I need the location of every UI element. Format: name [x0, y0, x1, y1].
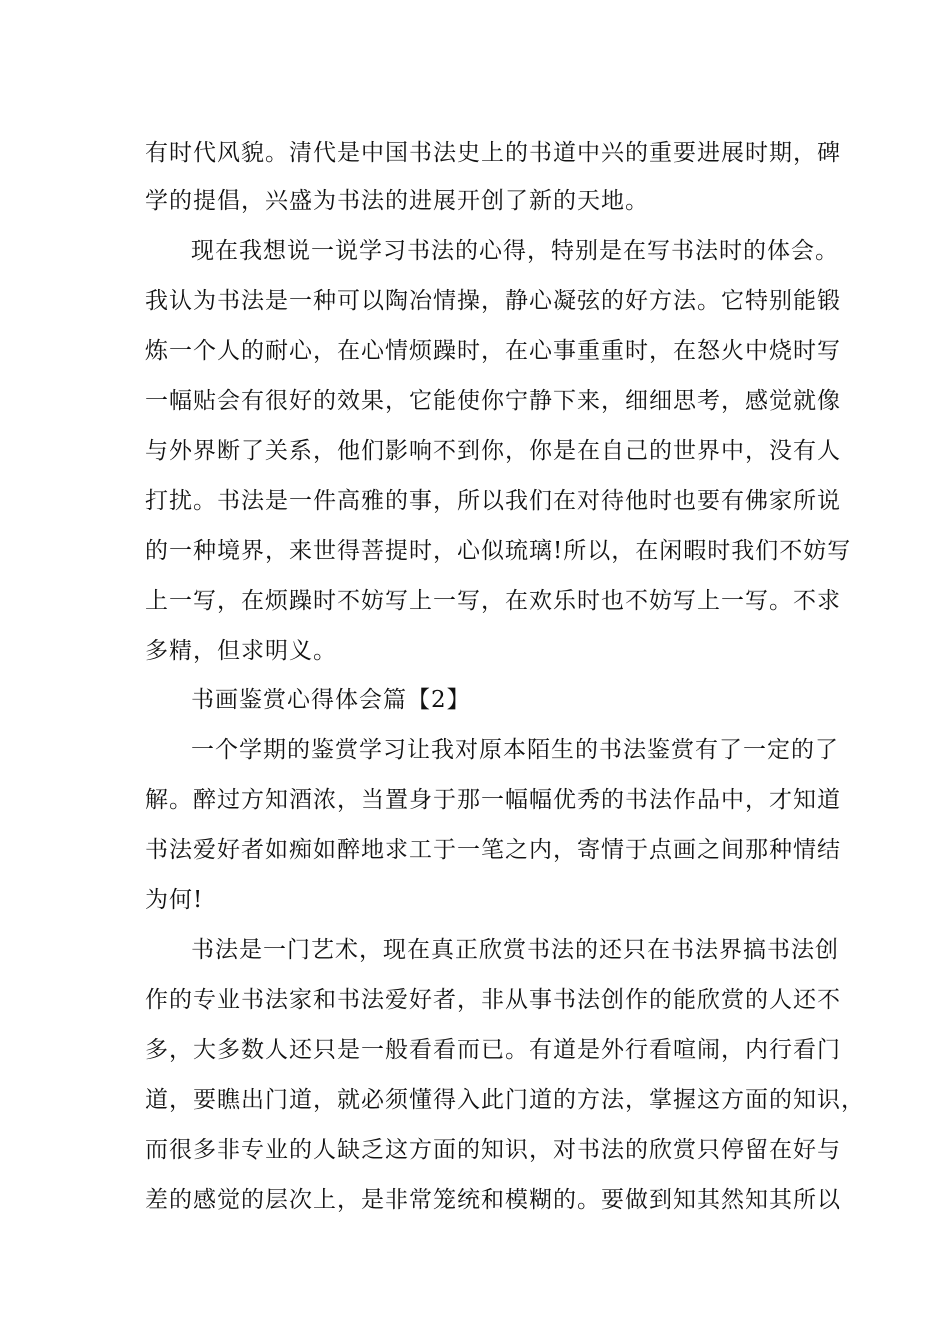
text-line-22: 差的感觉的层次上，是非常笼统和模糊的。要做到知其然知其所以: [145, 1187, 841, 1213]
text-line-9: 的一种境界，来世得菩提时，心似琉璃!所以，在闲暇时我们不妨写: [145, 538, 852, 564]
paragraph-start-1: 现在我想说一说学习书法的心得，特别是在写书法时的体会。: [191, 238, 839, 264]
text-line-14: 解。醉过方知酒浓，当置身于那一幅幅优秀的书法作品中，才知道: [145, 787, 841, 813]
paragraph-start-2: 一个学期的鉴赏学习让我对原本陌生的书法鉴赏有了一定的了: [191, 737, 839, 763]
text-line-4: 我认为书法是一种可以陶冶情操，静心凝弦的好方法。它特别能锻: [145, 288, 841, 314]
text-line-11: 多精，但求明义。: [145, 638, 337, 664]
text-line-6: 一幅贴会有很好的效果，它能使你宁静下来，细细思考，感觉就像: [145, 388, 841, 414]
text-line-8: 打扰。书法是一件高雅的事，所以我们在对待他时也要有佛家所说: [145, 488, 841, 514]
text-line-10: 上一写，在烦躁时不妨写上一写，在欢乐时也不妨写上一写。不求: [145, 588, 841, 614]
text-line-2: 学的提倡，兴盛为书法的进展开创了新的天地。: [145, 188, 649, 214]
text-line-21: 而很多非专业的人缺乏这方面的知识，对书法的欣赏只停留在好与: [145, 1137, 841, 1163]
text-line-5: 炼一个人的耐心，在心情烦躁时，在心事重重时，在怒火中烧时写: [145, 338, 841, 364]
text-line-20: 道，要瞧出门道，就必须懂得入此门道的方法，掌握这方面的知识，: [145, 1087, 865, 1113]
text-line-15: 书法爱好者如痴如醉地求工于一笔之内，寄情于点画之间那种情结: [145, 837, 841, 863]
text-line-19: 多，大多数人还只是一般看看而已。有道是外行看喧闹，内行看门: [145, 1037, 841, 1063]
text-line-16: 为何!: [145, 887, 204, 913]
paragraph-start-3: 书法是一门艺术，现在真正欣赏书法的还只在书法界搞书法创: [191, 937, 839, 963]
text-line-7: 与外界断了关系，他们影响不到你，你是在自己的世界中，没有人: [145, 438, 841, 464]
text-line-1: 有时代风貌。清代是中国书法史上的书道中兴的重要进展时期，碑: [145, 140, 841, 166]
text-line-18: 作的专业书法家和书法爱好者，非从事书法创作的能欣赏的人还不: [145, 987, 841, 1013]
section-heading: 书画鉴赏心得体会篇【2】: [191, 687, 471, 713]
